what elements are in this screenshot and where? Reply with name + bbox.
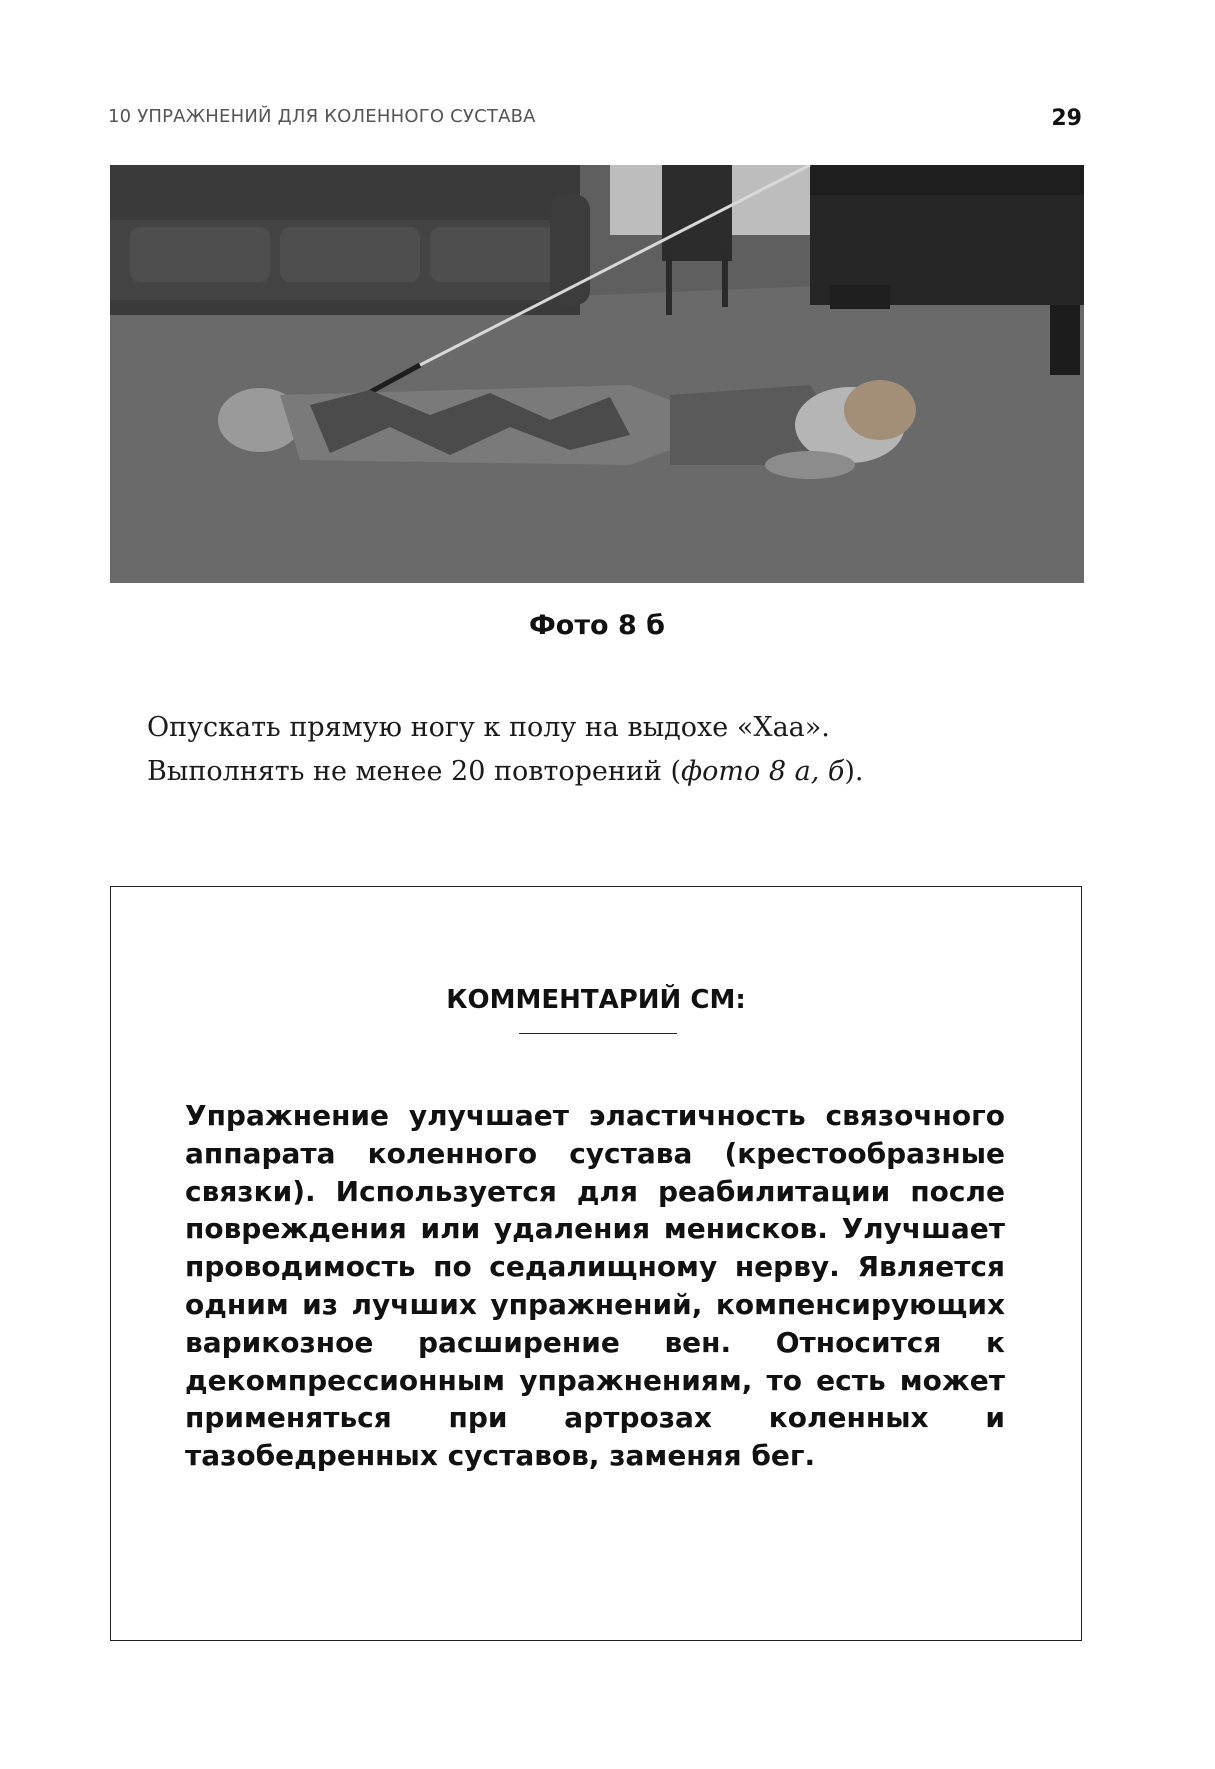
instruction-text bbox=[147, 706, 1047, 794]
instruction-line-2 bbox=[147, 750, 1047, 794]
comment-title: КОММЕНТАРИЙ СМ: bbox=[446, 985, 746, 1015]
comment-text: Упражнение улучшает эластичность связочного аппарата коленного сустава (крестообразные связки). Используется для реабилитации после повреждения или удаления менисков. Улучшает проводимость по седалищному нерву. Является одним из лучших упражнений, компенсирующих варикозное расширение вен. Относится к декомпрессионным упражнениям, то есть может применяться при артрозах коленных и тазобедренных суставов, заменяя бег. bbox=[185, 1099, 1005, 1473]
page-number: 29 bbox=[1051, 106, 1082, 131]
instruction-line-2-suffix: ). bbox=[844, 756, 864, 787]
exercise-photo bbox=[110, 165, 1084, 583]
running-head: 10 УПРАЖНЕНИЙ ДЛЯ КОЛЕННОГО СУСТАВА bbox=[108, 106, 536, 127]
photo-caption: Фото 8 б bbox=[529, 610, 665, 641]
instruction-line-2-prefix: Выполнять не менее 20 повторений ( bbox=[147, 756, 682, 787]
instruction-line-1: Опускать прямую ногу к полу на выдохе «Хаа». bbox=[147, 712, 830, 743]
comment-box bbox=[110, 886, 1082, 1641]
photo-reference: фото 8 а, б bbox=[681, 756, 845, 787]
comment-title-underline bbox=[519, 1033, 677, 1034]
